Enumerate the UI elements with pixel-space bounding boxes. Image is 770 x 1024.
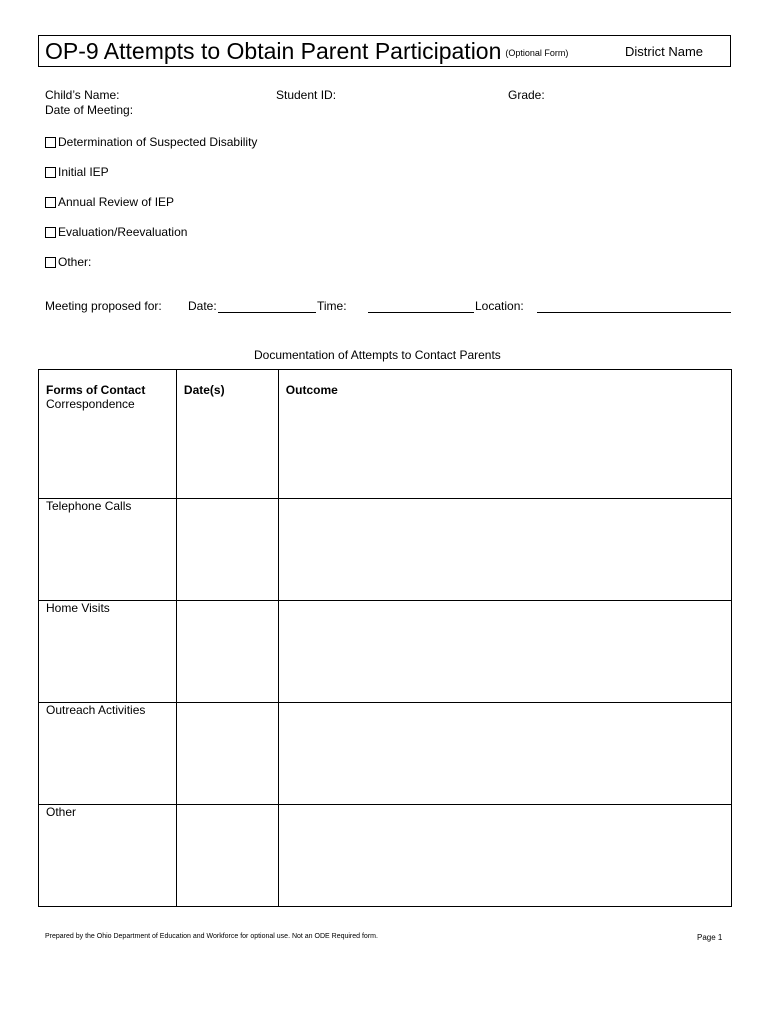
table-row	[39, 805, 732, 907]
checkbox[interactable]	[45, 167, 56, 178]
meeting-type-option[interactable]	[45, 195, 174, 209]
page-number: Page 1	[697, 933, 723, 942]
contact-form-cell: Correspondence	[39, 397, 177, 499]
documentation-heading: Documentation of Attempts to Contact Parents	[254, 348, 501, 362]
contact-form-cell: Telephone Calls	[39, 499, 177, 601]
dates-cell[interactable]	[176, 805, 278, 907]
date-label: Date:	[188, 299, 217, 313]
column-header: Forms of Contact	[39, 370, 177, 398]
meeting-type-option[interactable]	[45, 255, 91, 269]
table-row	[39, 703, 732, 805]
checkbox[interactable]	[45, 137, 56, 148]
prepared-by-note: Prepared by the Ohio Department of Education and Workforce for optional use. Not an ODE Required form.	[45, 933, 378, 940]
time-label: Time:	[317, 299, 347, 313]
contact-form-cell: Other	[39, 805, 177, 907]
checkbox-label: Evaluation/Reevaluation	[58, 225, 188, 239]
outcome-cell[interactable]	[278, 499, 731, 601]
time-field[interactable]	[368, 312, 474, 313]
table-row	[39, 499, 732, 601]
meeting-type-option[interactable]	[45, 165, 109, 179]
meeting-type-option[interactable]	[45, 225, 187, 239]
outcome-cell[interactable]	[278, 397, 731, 499]
checkbox[interactable]	[45, 227, 56, 238]
checkbox[interactable]	[45, 197, 56, 208]
outcome-cell[interactable]	[278, 703, 731, 805]
outcome-cell[interactable]	[278, 805, 731, 907]
checkbox-label: Initial IEP	[58, 165, 109, 179]
column-header: Date(s)	[176, 370, 278, 398]
contact-attempts-table	[38, 369, 732, 907]
date-field[interactable]	[218, 312, 316, 313]
district-name: District Name	[625, 44, 704, 59]
table-row	[39, 397, 732, 499]
column-header: Outcome	[278, 370, 731, 398]
optional-form-note: (Optional Form)	[505, 48, 569, 58]
student-id-label: Student ID:	[276, 88, 337, 102]
checkbox-label: Other:	[58, 255, 92, 269]
form-title: OP-9 Attempts to Obtain Parent Participation (Optional Form)	[45, 38, 569, 64]
grade-label: Grade:	[508, 88, 545, 102]
location-field[interactable]	[537, 312, 731, 313]
contact-form-cell: Outreach Activities	[39, 703, 177, 805]
form-title-box	[38, 35, 731, 67]
meeting-type-option[interactable]	[45, 135, 257, 149]
checkbox[interactable]	[45, 257, 56, 268]
checkbox-label: Annual Review of IEP	[58, 195, 175, 209]
child-name-label: Child’s Name:	[45, 88, 120, 102]
meeting-proposed-label: Meeting proposed for:	[45, 299, 162, 313]
table-row	[39, 601, 732, 703]
dates-cell[interactable]	[176, 397, 278, 499]
checkbox-label: Determination of Suspected Disability	[58, 135, 258, 149]
outcome-cell[interactable]	[278, 601, 731, 703]
table-header-row	[39, 370, 732, 398]
dates-cell[interactable]	[176, 703, 278, 805]
location-label: Location:	[475, 299, 524, 313]
dates-cell[interactable]	[176, 601, 278, 703]
dates-cell[interactable]	[176, 499, 278, 601]
date-of-meeting-label: Date of Meeting:	[45, 103, 134, 117]
contact-form-cell: Home Visits	[39, 601, 177, 703]
